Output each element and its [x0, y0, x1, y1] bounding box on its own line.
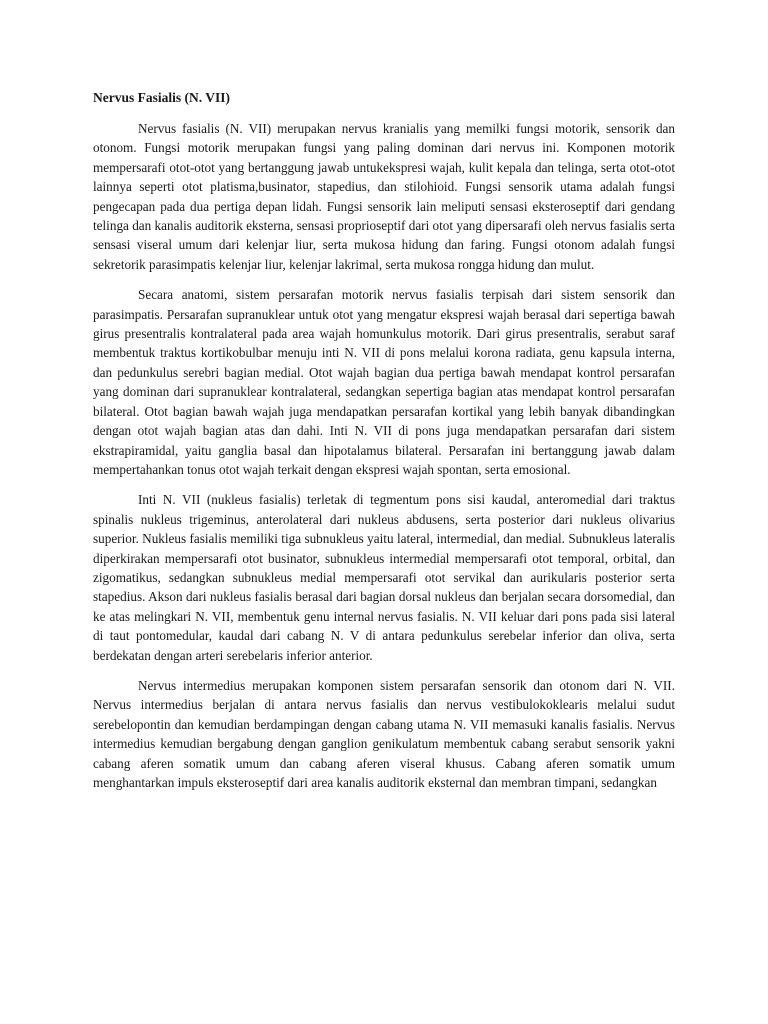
document-title: Nervus Fasialis (N. VII) [93, 90, 231, 105]
paragraph-nucleus: Inti N. VII (nukleus fasialis) terletak di tegmentum pons sisi kaudal, anteromedial dari traktus spinalis nukleus trigeminus, anterolateral dari nukleus abdusens, serta posterior dari nukleus olivarius superior. Nukleus fasialis memiliki tiga subnukleus yaitu lateral, intermedial, dan medial. Subnukleus lateralis diperkirakan mempersarafi otot businator, subnukleus intermedial mempersarafi otot temporal, orbital, dan zigomatikus, sedangkan subnukleus medial mempersarafi otot servikal dan aurikularis posterior serta stapedius. Akson dari nukleus fasialis berasal dari bagian dorsal nukleus dan berjalan secara dorsomedial, dan ke atas melingkari N. VII, membentuk genu internal nervus fasialis. N. VII keluar dari pons pada sisi lateral di taut pontomedular, kaudal dari cabang N. V di antara pedunkulus serebelar inferior dan oliva, serta berdekatan dengan arteri serebelaris inferior anterior. [93, 492, 675, 663]
paragraph-intro: Nervus fasialis (N. VII) merupakan nervus kranialis yang memilki fungsi motorik, sensorik dan otonom. Fungsi motorik merupakan fungsi yang paling dominan dari nervus ini. Komponen motorik mempersarafi otot-otot yang bertanggung jawab untukekspresi wajah, kulit kepala dan telinga, serta otot-otot lainnya seperti otot platisma,businator, stapedius, dan stilohioid. Fungsi sensorik utama adalah fungsi pengecapan pada dua pertiga depan lidah. Fungsi sensorik lain meliputi sensasi eksteroseptif dari gendang telinga dan kanalis auditorik eksterna, sensasi proprioseptif dari otot yang dipersarafi oleh nervus fasialis serta sensasi viseral umum dari kelenjar liur, serta mukosa hidung dan faring. Fungsi otonom adalah fungsi sekretorik parasimpatis kelenjar liur, kelenjar lakrimal, serta mukosa rongga hidung dan mulut. [93, 121, 675, 272]
paragraph-intermedius: Nervus intermedius merupakan komponen sistem persarafan sensorik dan otonom dari N. VII. Nervus intermedius berjalan di antara nervus fasialis dan nervus vestibulokoklearis melalui sudut serebelopontin dan kemudian berdampingan dengan cabang utama N. VII memasuki kanalis fasialis. Nervus intermedius kemudian bergabung dengan ganglion genikulatum membentuk cabang serabut sensorik yakni cabang aferen somatik umum dan cabang aferen viseral khusus. Cabang aferen somatik umum menghantarkan impuls eksteroseptif dari area kanalis auditorik eksternal dan membran timpani, sedangkan [93, 677, 675, 790]
paragraph-anatomy: Secara anatomi, sistem persarafan motorik nervus fasialis terpisah dari sistem sensorik dan parasimpatis. Persarafan supranuklear untuk otot yang mengatur ekspresi wajah berasal dari sepertiga bawah girus presentralis kontralateral pada area wajah homunkulus motorik. Dari girus presentralis, serabut saraf membentuk traktus kortikobulbar menuju inti N. VII di pons melalui korona radiata, genu kapsula interna, dan pedunkulus serebri bagian medial. Otot wajah bagian dua pertiga bawah mendapat kontrol persarafan yang dominan dari supranuklear kontralateral, sedangkan sepertiga bagian atas mendapat kontrol persarafan bilateral. Otot bagian bawah wajah juga mendapatkan persarafan kortikal yang lebih banyak dibandingkan dengan otot wajah bagian atas dan dahi. Inti N. VII di pons juga mendapatkan persarafan dari sistem ekstrapiramidal, yaitu ganglia basal dan hipotalamus bilateral. Persarafan ini bertanggung jawab dalam mempertahankan tonus otot wajah terkait dengan ekspresi wajah spontan, serta emosional. [93, 287, 675, 477]
document-body [93, 88, 675, 803]
